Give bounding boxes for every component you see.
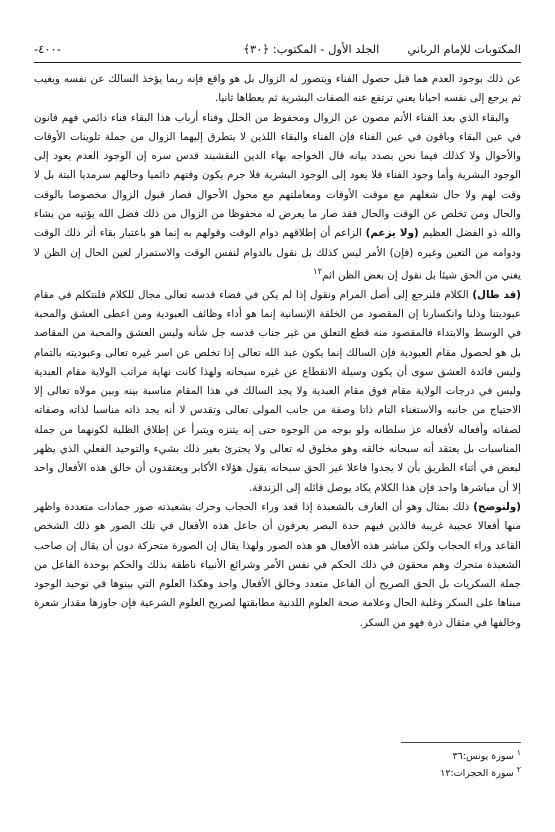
paragraph-text: ذلك بمثال وهو أن العارف بالشعبذة إذا قعد وراء الحجاب وحرك بشعبذته صور جمادات متعددة واظهر منها أفعالا عجيبة غريبة فالذين فيهم حدة البصر يعرفون أن جاعل هذه الأفعال في تلك الصور هو ذلك الشخص القاعد وراء الحجاب ولكن مباشر هذه الأفعال هو هذه الصور ولهذا يقال إن الصورة متحركة دون أن يقال إن صاحب الشعبذة متحرك وهم محقون في ذلك الحكم في نفس الأمر وشرائع الأنبياء ناطقة بذلك والحكم بوحدة الفاعل من جملة السكريات بل الحق الصريح أن الفاعل متعدد وخالق الأفعال واحد وهكذا العلوم التي بينوها في توحيد الوجود مبناها على السكر وغلبة الحال وعلامة صحة العلوم اللدنية مطابقتها لصريح العلوم الشرعية فإن جاوزها مقدار شعرة وخالفها في مثقال ذرة فهو من السكر. [34, 500, 521, 629]
volume-letter: الجلد الأول - المكتوب: ﴿٣٠﴾ [243, 42, 380, 56]
paragraph-lead: (ولنوضح) [473, 500, 521, 513]
book-title: المكتوبات للإمام الرباني [407, 42, 521, 56]
paragraph [34, 498, 521, 633]
footnote-number: ١ [516, 748, 521, 757]
paragraph-text: الزاعم أن إطلاقهم دوام الوقت وقولهم به إنما هو باعتبار بقاء أثر ذلك الوقت ودوامه من التعين وغيره (فإن) الأمر ليس كذلك بل نقول بالدوام لنفس الوقت والاستمرار لعين الحال إن الظن لا يغني من الحق شيئا بل نقول إن بعض الظن اثم [34, 227, 521, 282]
paragraph-lead: (ولا يزعم) [365, 227, 419, 240]
paragraph-text: الكلام فلنرجع إلى أصل المرام ونقول إذا لم يكن في فضاء قدسه تعالى مجال للكلام فلنتكلم في مقام عبوديتنا وذلنا وانكسارنا إن المقصود من الخلقة الإنسانية إنما هو أداء وظائف العبودية ومن اعطى العشق والمحبة في الوسط والابتداء فالمقصود منه قطع التعلق من غير جناب قدسه جل شأنه وليس العشق والمحبة من المقاصد بل هو لحصول مقام العبودية فإن السالك إنما يكون عبد الله تعالى إذا تخلص عن اسر غيره تعالى وعبوديته بالتمام وليس فائدة العشق سوى أن يكون وسيلة الانقطاع عن غيره سبحانه ولهذا كانت نهاية مراتب الولاية مقام العبدية وليس في درجات الولاية مقام فوق مقام العبدية ولا يجد السالك في هذا المقام مناسبة بينه وبين مولاه تعالى إلا الاحتياج من جانبه والاستغناء التام ذاتا وصفة من جانب المولى تعالى وتقدس لا أنه يجد ذاته مناسبا لذاته وصفاته لصفاته وأفعاله لأفعاله عز سلطانه ولو بوجه من الوجوه حتى إنه يتنزه ويتبرأ عن إطلاق الظلية لكونهما من جملة المناسبات بل يعتقد أنه سبحانه خالقه وهو مخلوق له تعالى ولا يجترئ بغير ذلك بشيء والتوحيد الفعلي الذي يظهر لبعض في أثناء الطريق بأن لا يجدوا فاعلا غير الحق سبحانه يقول هؤلاء الأكابر ويعتقدون أن خالق هذه الأفعال واحد إلا أن مباشرها واحد فإن هذا الكلام يكاد يوصل قائله إلى الزندقة. [34, 288, 521, 494]
footnote [440, 746, 521, 763]
page-body [34, 70, 521, 633]
footnote-text: سورة الحجرات:١٢ [440, 768, 514, 780]
footnote-number: ٢ [516, 765, 521, 775]
footnote [440, 763, 521, 780]
page-number: -٤٠٠- [34, 42, 61, 56]
footnote-text: سورة يونس:٣٦ [452, 751, 514, 763]
paragraph-text: عن ذلك بوجود العدم هما قبل حصول الفناء ويتصور له الزوال بل هو واقع فإنه ربما يؤخذ السالك عن نفسه ويغيب ثم يرجع إلى نفسه احيانا يعني ترتفع عنه الصفات البشرية ثم يعطاها ثانيا. [34, 73, 521, 105]
header-rule [34, 62, 521, 63]
footnote-marker: ٢ [317, 266, 323, 277]
paragraph-text: والبقاء الذي بعد الفناء الأتم مصون عن الزوال ومحفوظ من الخلل وفناء أرباب هذا البقاء فناء دائمي فهم فانون في عين البقاء وباقون في عين الفناء فإن الفناء والبقاء اللذين لا يتطرق إليهما الزوال من جملة تلوينات الأوقات والأحوال ولا كذلك فيما نحن بصدد بيانه قال الخواجه بهاء الدين النقشبند قدس سره إن الوجود العدم يعود إلى الوجود البشرية وأما وجود الفناء فلا يعود إلى الوجود البشرية فلا جرم يكون وقتهم دائميا وحالهم سرمديا البتة بل لا وقت لهم ولا حال شغلهم مع موقت الأوقات ومعاملتهم مع محول الأحوال فصار قبول الزوال مخصوصا بالوقت والحال ومن تخلص عن الوقت والحال فقد صار ما يعرض له محفوظا من الزوال من ذلك فضل الله يؤتيه من يشاء والله ذو الفضل العظيم [34, 111, 521, 240]
footnotes [440, 746, 521, 780]
paragraph [34, 286, 521, 498]
paragraph [34, 109, 521, 286]
header-right [243, 42, 521, 56]
footnote-separator [401, 742, 521, 743]
paragraph-lead: (قد طال) [472, 288, 522, 301]
paragraph [34, 70, 521, 109]
footnote-marker: ١ [312, 266, 318, 277]
page-header [34, 36, 521, 56]
